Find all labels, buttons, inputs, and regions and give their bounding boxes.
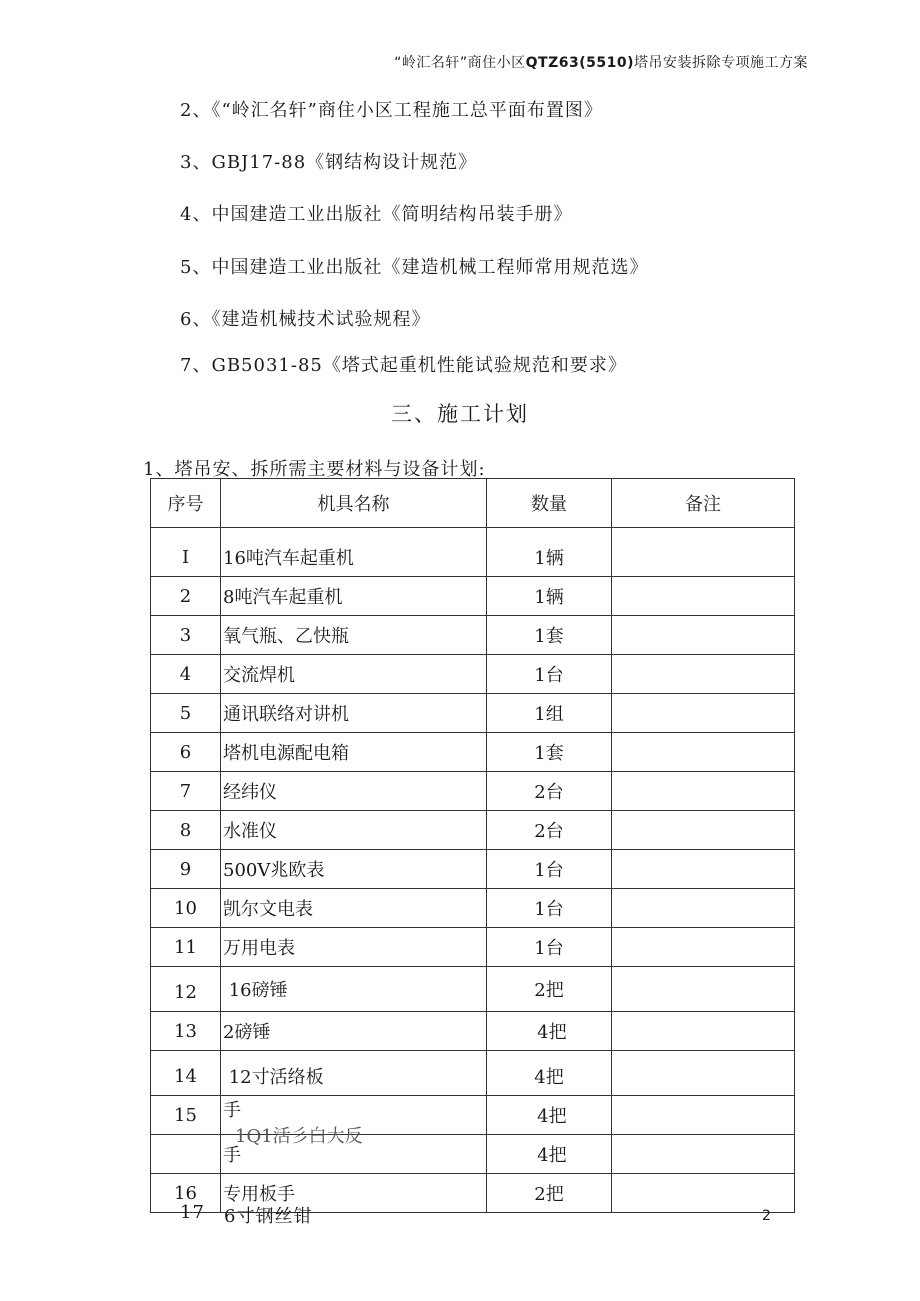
cell-qty: 4把	[487, 1096, 612, 1135]
cell-note	[612, 577, 795, 616]
cell-qty: 2把	[487, 1174, 612, 1213]
cell-no: 8	[151, 811, 221, 850]
overflow-row-no: 17	[180, 1202, 205, 1223]
col-header-note: 备注	[612, 479, 795, 528]
table-row	[151, 1012, 795, 1051]
cell-qty: 1台	[487, 850, 612, 889]
header-code: QTZ63(5510)	[525, 55, 634, 71]
cell-name: 12寸活络板	[221, 1051, 487, 1096]
cell-no: 10	[151, 889, 221, 928]
cell-name: 16磅锤	[221, 967, 487, 1012]
cell-note	[612, 528, 795, 577]
cell-qty: 4把	[487, 1051, 612, 1096]
cell-qty: 1套	[487, 616, 612, 655]
cell-qty: 1台	[487, 889, 612, 928]
cell-no	[151, 1135, 221, 1174]
reference-item: 5、中国建造工业出版社《建造机械工程师常用规范选》	[180, 257, 649, 278]
table-row	[151, 694, 795, 733]
cell-qty: 1辆	[487, 577, 612, 616]
table-row	[151, 577, 795, 616]
cell-qty: 1组	[487, 694, 612, 733]
cell-note	[612, 1051, 795, 1096]
cell-note	[612, 967, 795, 1012]
reference-item: 6、《建造机械技术试验规程》	[180, 309, 431, 330]
cell-name: 万用电表	[221, 928, 487, 967]
cell-no: 6	[151, 733, 221, 772]
table-row	[151, 528, 795, 577]
col-header-name: 机具名称	[221, 479, 487, 528]
table-row	[151, 772, 795, 811]
reference-item: 4、中国建造工业出版社《简明结构吊装手册》	[180, 204, 573, 225]
cell-no: 3	[151, 616, 221, 655]
cell-name: 氧气瓶、乙快瓶	[221, 616, 487, 655]
cell-name	[221, 1096, 487, 1147]
cell-name: 交流焊机	[221, 655, 487, 694]
cell-no: 12	[151, 967, 221, 1012]
cell-no: 4	[151, 655, 221, 694]
cell-name: 16吨汽车起重机	[221, 528, 487, 577]
col-header-no: 序号	[151, 479, 221, 528]
reference-item: 7、GB5031-85《塔式起重机性能试验规范和要求》	[180, 355, 627, 376]
cell-no: 13	[151, 1012, 221, 1051]
cell-no: 11	[151, 928, 221, 967]
cell-note	[612, 1135, 795, 1174]
cell-qty: 2台	[487, 811, 612, 850]
cell-name-text: 手	[223, 1100, 241, 1121]
cell-name: 经纬仪	[221, 772, 487, 811]
cell-note	[612, 889, 795, 928]
table-row	[151, 811, 795, 850]
cell-no: 16	[151, 1174, 221, 1213]
cell-note	[612, 1096, 795, 1135]
cell-no: 15	[151, 1096, 221, 1135]
header-prefix: “岭汇名轩”商住小区	[394, 55, 526, 71]
cell-qty: 4把	[487, 1012, 612, 1051]
cell-qty: 1套	[487, 733, 612, 772]
table-row	[151, 1051, 795, 1096]
overflow-row	[180, 1202, 313, 1227]
cell-no: 2	[151, 577, 221, 616]
running-header	[394, 52, 808, 72]
cell-note	[612, 1174, 795, 1213]
table-row	[151, 967, 795, 1012]
table-header-row	[151, 479, 795, 528]
cell-note	[612, 616, 795, 655]
header-suffix: 塔吊安装拆除专项施工方案	[634, 55, 808, 71]
cell-qty: 1台	[487, 928, 612, 967]
cell-qty: 4把	[487, 1135, 612, 1174]
table-row	[151, 928, 795, 967]
reference-item: 3、GBJ17-88《钢结构设计规范》	[180, 152, 478, 173]
cell-name-clipped-text: 1Q1活彡白大反	[235, 1126, 363, 1147]
page-number: 2	[762, 1208, 771, 1224]
cell-qty: 1辆	[487, 528, 612, 577]
section-title: 三、施工计划	[391, 402, 529, 426]
col-header-qty: 数量	[487, 479, 612, 528]
cell-name: 水准仪	[221, 811, 487, 850]
cell-name: 凯尔文电表	[221, 889, 487, 928]
cell-no: 14	[151, 1051, 221, 1096]
cell-qty: 2把	[487, 967, 612, 1012]
table-row	[151, 616, 795, 655]
cell-note	[612, 811, 795, 850]
table-row	[151, 655, 795, 694]
cell-name: 8吨汽车起重机	[221, 577, 487, 616]
table-row	[151, 850, 795, 889]
cell-note	[612, 772, 795, 811]
cell-no: 5	[151, 694, 221, 733]
cell-name: 塔机电源配电箱	[221, 733, 487, 772]
cell-no: 7	[151, 772, 221, 811]
cell-no: I	[151, 528, 221, 577]
reference-item: 2、《“岭汇名轩”商住小区工程施工总平面布置图》	[180, 100, 603, 121]
overflow-row-name: 6寸钢丝钳	[224, 1206, 313, 1227]
cell-qty: 2台	[487, 772, 612, 811]
table-row	[151, 733, 795, 772]
cell-name: 手	[221, 1135, 487, 1174]
cell-note	[612, 850, 795, 889]
cell-note	[612, 655, 795, 694]
equipment-table	[150, 478, 795, 1213]
cell-note	[612, 928, 795, 967]
cell-note	[612, 1012, 795, 1051]
cell-no: 9	[151, 850, 221, 889]
subsection-heading: 1、塔吊安、拆所需主要材料与设备计划:	[143, 459, 486, 480]
cell-qty: 1台	[487, 655, 612, 694]
table-row	[151, 1096, 795, 1135]
cell-note	[612, 733, 795, 772]
cell-name: 2磅锤	[221, 1012, 487, 1051]
cell-note	[612, 694, 795, 733]
cell-name: 500V兆欧表	[221, 850, 487, 889]
table-row	[151, 889, 795, 928]
cell-name: 通讯联络对讲机	[221, 694, 487, 733]
cell-name: 专用板手	[221, 1174, 487, 1213]
